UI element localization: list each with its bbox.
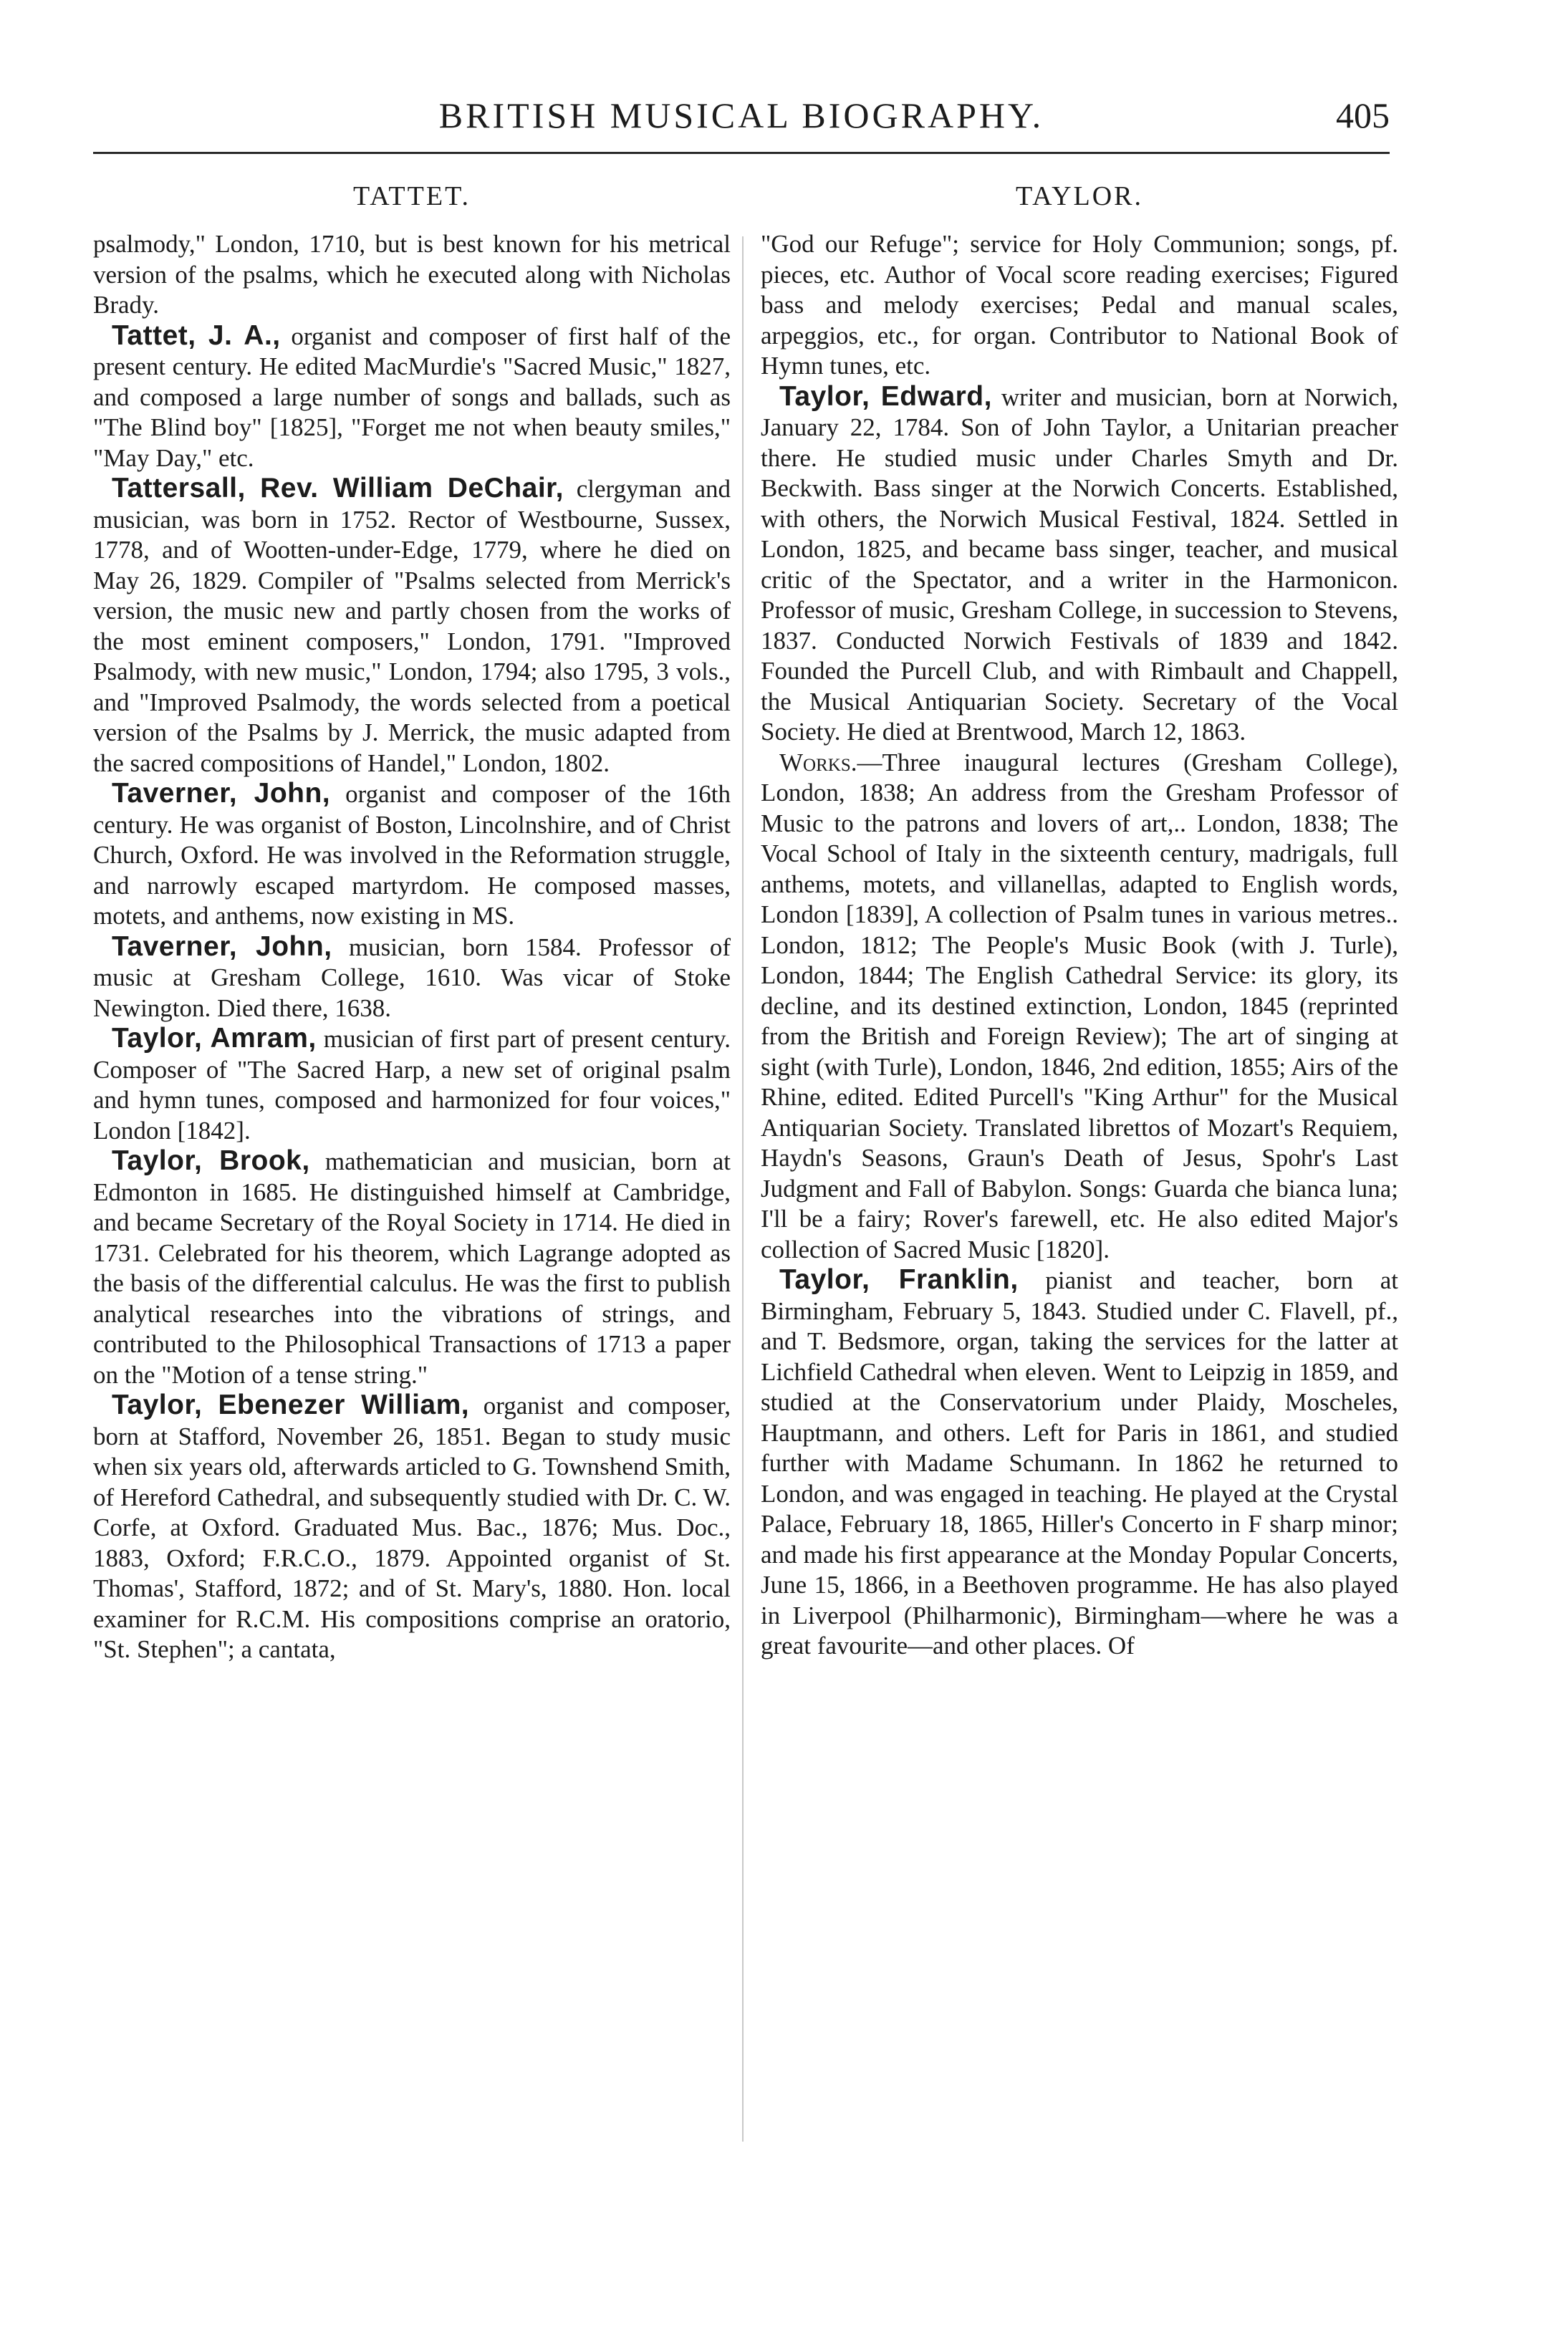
entry-text: musician of first part of present century. Composer of "The Sacred Harp, a new set of original psalm and hymn tunes, composed and harmonized for four voices," London [1842]. bbox=[93, 1025, 731, 1145]
entry-tattet bbox=[93, 321, 731, 474]
entry-taylor-ebenezer bbox=[93, 1390, 731, 1665]
entry-taylor-franklin bbox=[761, 1265, 1398, 1662]
entry-text: mathematician and musician, born at Edmonton in 1685. He distinguished himself at Cambridge, and became Secretary of the Royal Society in 1714. He died in 1731. Celebrated for his theorem, which Lagrange adopted as the basis of the differential calculus. He was the first to publish analytical researches into the vibrations of strings, and contributed to the Philosophical Transactions of 1713 a paper on the "Motion of a tense string." bbox=[93, 1147, 731, 1389]
entry-headword: Tattet, J. A., bbox=[112, 319, 281, 351]
guide-word-left: TATTET. bbox=[353, 181, 471, 211]
entry-text: "God our Refuge"; service for Holy Communion; songs, pf. pieces, etc. Author of Vocal score reading exercises; Figured bass and melody exercises; Pedal and manual scales, arpeggios, etc., for organ. Contributor to National Book of Hymn tunes, etc. bbox=[761, 230, 1398, 380]
entry-text: writer and musician, born at Norwich, January 22, 1784. Son of John Taylor, a Unitarian preacher there. He studied music under Charles Smyth and Dr. Beckwith. Bass singer at the Norwich Concerts. Established, with others, the Norwich Musical Festival, 1824. Settled in London, 1825, and became bass singer, teacher, and musical critic of the Spectator, and a writer in the Harmonicon. Professor of music, Gresham College, in succession to Stevens, 1837. Conducted Norwich Festivals of 1839 and 1842. Founded the Purcell Club, and with Rimbault and Chappell, the Musical Antiquarian Society. Secretary of the Vocal Society. He died at Brentwood, March 12, 1863. bbox=[761, 382, 1399, 746]
right-column bbox=[761, 179, 1398, 1662]
entry-text: musician, born 1584. Professor of music at Gresham College, 1610. Was vicar of Stoke Newington. Died there, 1638. bbox=[93, 933, 731, 1022]
entry-headword: Taylor, Amram, bbox=[112, 1023, 317, 1054]
entry-text: clergyman and musician, was born in 1752. Rector of Westbourne, Sussex, 1778, and of Wootten-under-Edge, 1779, where he died on May 26, 1829. Compiler of "Psalms selected from Merrick's version, the music new and partly chosen from the works of the most eminent composers," London, 1791. "Improved Psalmody, with new music," London, 1794; also 1795, 3 vols., and "Improved Psalmody, the words selected from a poetical version of the Psalms by J. Merrick, the music adapted from the sacred compositions of Handel," London, 1802. bbox=[93, 475, 731, 777]
entry-text: psalmody," London, 1710, but is best known for his metrical version of the psalms, which he executed along with Nicholas Brady. bbox=[93, 230, 731, 319]
entry-text: pianist and teacher, born at Birmingham, February 5, 1843. Studied under C. Flavell, pf., and T. Bedsmore, organ, taking the services for the latter at Lichfield Cathedral when eleven. Went to Leipzig in 1859, and studied at the Conservatorium under Plaidy, Moscheles, Hauptmann, and others. Left for Paris in 1861, and studied further with Madame Schumann. In 1862 he returned to London, and was engaged in teaching. He played at the Crystal Palace, February 18, 1865, Hiller's Concerto in F sharp minor; and made his first appearance at the Monday Popular Concerts, June 15, 1866, in a Beethoven programme. He has also played in Liverpool (Philharmonic), Birmingham—where he was a great favourite—and other places. Of bbox=[761, 1266, 1398, 1660]
header-rule bbox=[93, 152, 1390, 154]
column-divider bbox=[742, 236, 744, 2142]
entry-headword: Taverner, John, bbox=[112, 930, 332, 962]
page-number: 405 bbox=[1336, 95, 1390, 135]
entry-taylor-amram bbox=[93, 1024, 731, 1146]
entry-works bbox=[761, 748, 1398, 1266]
entry-headword: Taylor, Franklin, bbox=[779, 1264, 1019, 1295]
running-title: BRITISH MUSICAL BIOGRAPHY. bbox=[438, 95, 1044, 135]
entry-text: organist and composer, born at Stafford, November 26, 1851. Began to study music when six years old, afterwards articled to G. Townshend Smith, of Hereford Cathedral, and subsequently studied with Dr. C. W. Corfe, at Oxford. Graduated Mus. Bac., 1876; Mus. Doc., 1883, Oxford; F.R.C.O., 1879. Appointed organist of St. Thomas', Stafford, 1872; and of St. Mary's, 1880. Hon. local examiner for R.C.M. His compositions comprise an oratorio, "St. Stephen"; a cantata, bbox=[93, 1392, 731, 1663]
running-head bbox=[93, 86, 1390, 143]
entry-taverner-1 bbox=[93, 779, 731, 932]
entry-headword: Taylor, Ebenezer William, bbox=[112, 1390, 470, 1420]
entry-headword: Taverner, John, bbox=[112, 778, 331, 809]
entry-headword: Tattersall, Rev. William DeChair, bbox=[112, 473, 564, 504]
entry-taverner-2 bbox=[93, 932, 731, 1024]
works-label: Works. bbox=[779, 748, 857, 776]
entry-headword: Taylor, Edward, bbox=[779, 380, 992, 412]
entry-text: —Three inaugural lectures (Gresham College), London, 1838; An address from the Gresham Professor of Music to the patrons and lovers of art,.. London, 1838; The Vocal School of Italy in the sixteenth century, madrigals, full anthems, motets, and villanellas, adapted to English words, London [1839], A collection of Psalm tunes in various metres.. London, 1812; The People's Music Book (with J. Turle), London, 1844; The English Cathedral Service: its glory, its decline, and its destined extinction, London, 1845 (reprinted from the British and Foreign Review); The art of singing at sight (with Turle), London, 1846, 2nd edition, 1855; Airs of the Rhine, edited. Edited Purcell's "King Arthur" for the Musical Antiquarian Society. Translated librettos of Mozart's Requiem, Haydn's Seasons, Graun's Death of Jesus, Spohr's Last Judgment and Fall of Babylon. Songs: Guarda che bianca luna; I'll be a fairy; Rover's farewell, etc. He also edited Major's collection of Sacred Music [1820]. bbox=[761, 748, 1398, 1263]
entry-text: organist and composer of first half of the present century. He edited MacMurdie's "Sacred Music," 1827, and composed a large number of songs and ballads, such as "The Blind boy" [1825], "Forget me not when beauty smiles," "May Day," etc. bbox=[93, 322, 731, 472]
left-column bbox=[93, 179, 731, 1665]
entry-taylor-edward bbox=[761, 382, 1398, 748]
entry-continuation bbox=[93, 229, 731, 321]
guide-word-right: TAYLOR. bbox=[1015, 181, 1144, 211]
entry-headword: Taylor, Brook, bbox=[112, 1145, 310, 1176]
entry-tattersall bbox=[93, 473, 731, 779]
entry-taylor-brook bbox=[93, 1146, 731, 1390]
entry-continuation bbox=[761, 229, 1398, 382]
entry-text: organist and composer of the 16th century. He was organist of Boston, Lincolnshire, and of Christ Church, Oxford. He was involved in the Reformation struggle, and narrowly escaped martyrdom. He composed masses, motets, and anthems, now existing in MS. bbox=[93, 780, 731, 930]
